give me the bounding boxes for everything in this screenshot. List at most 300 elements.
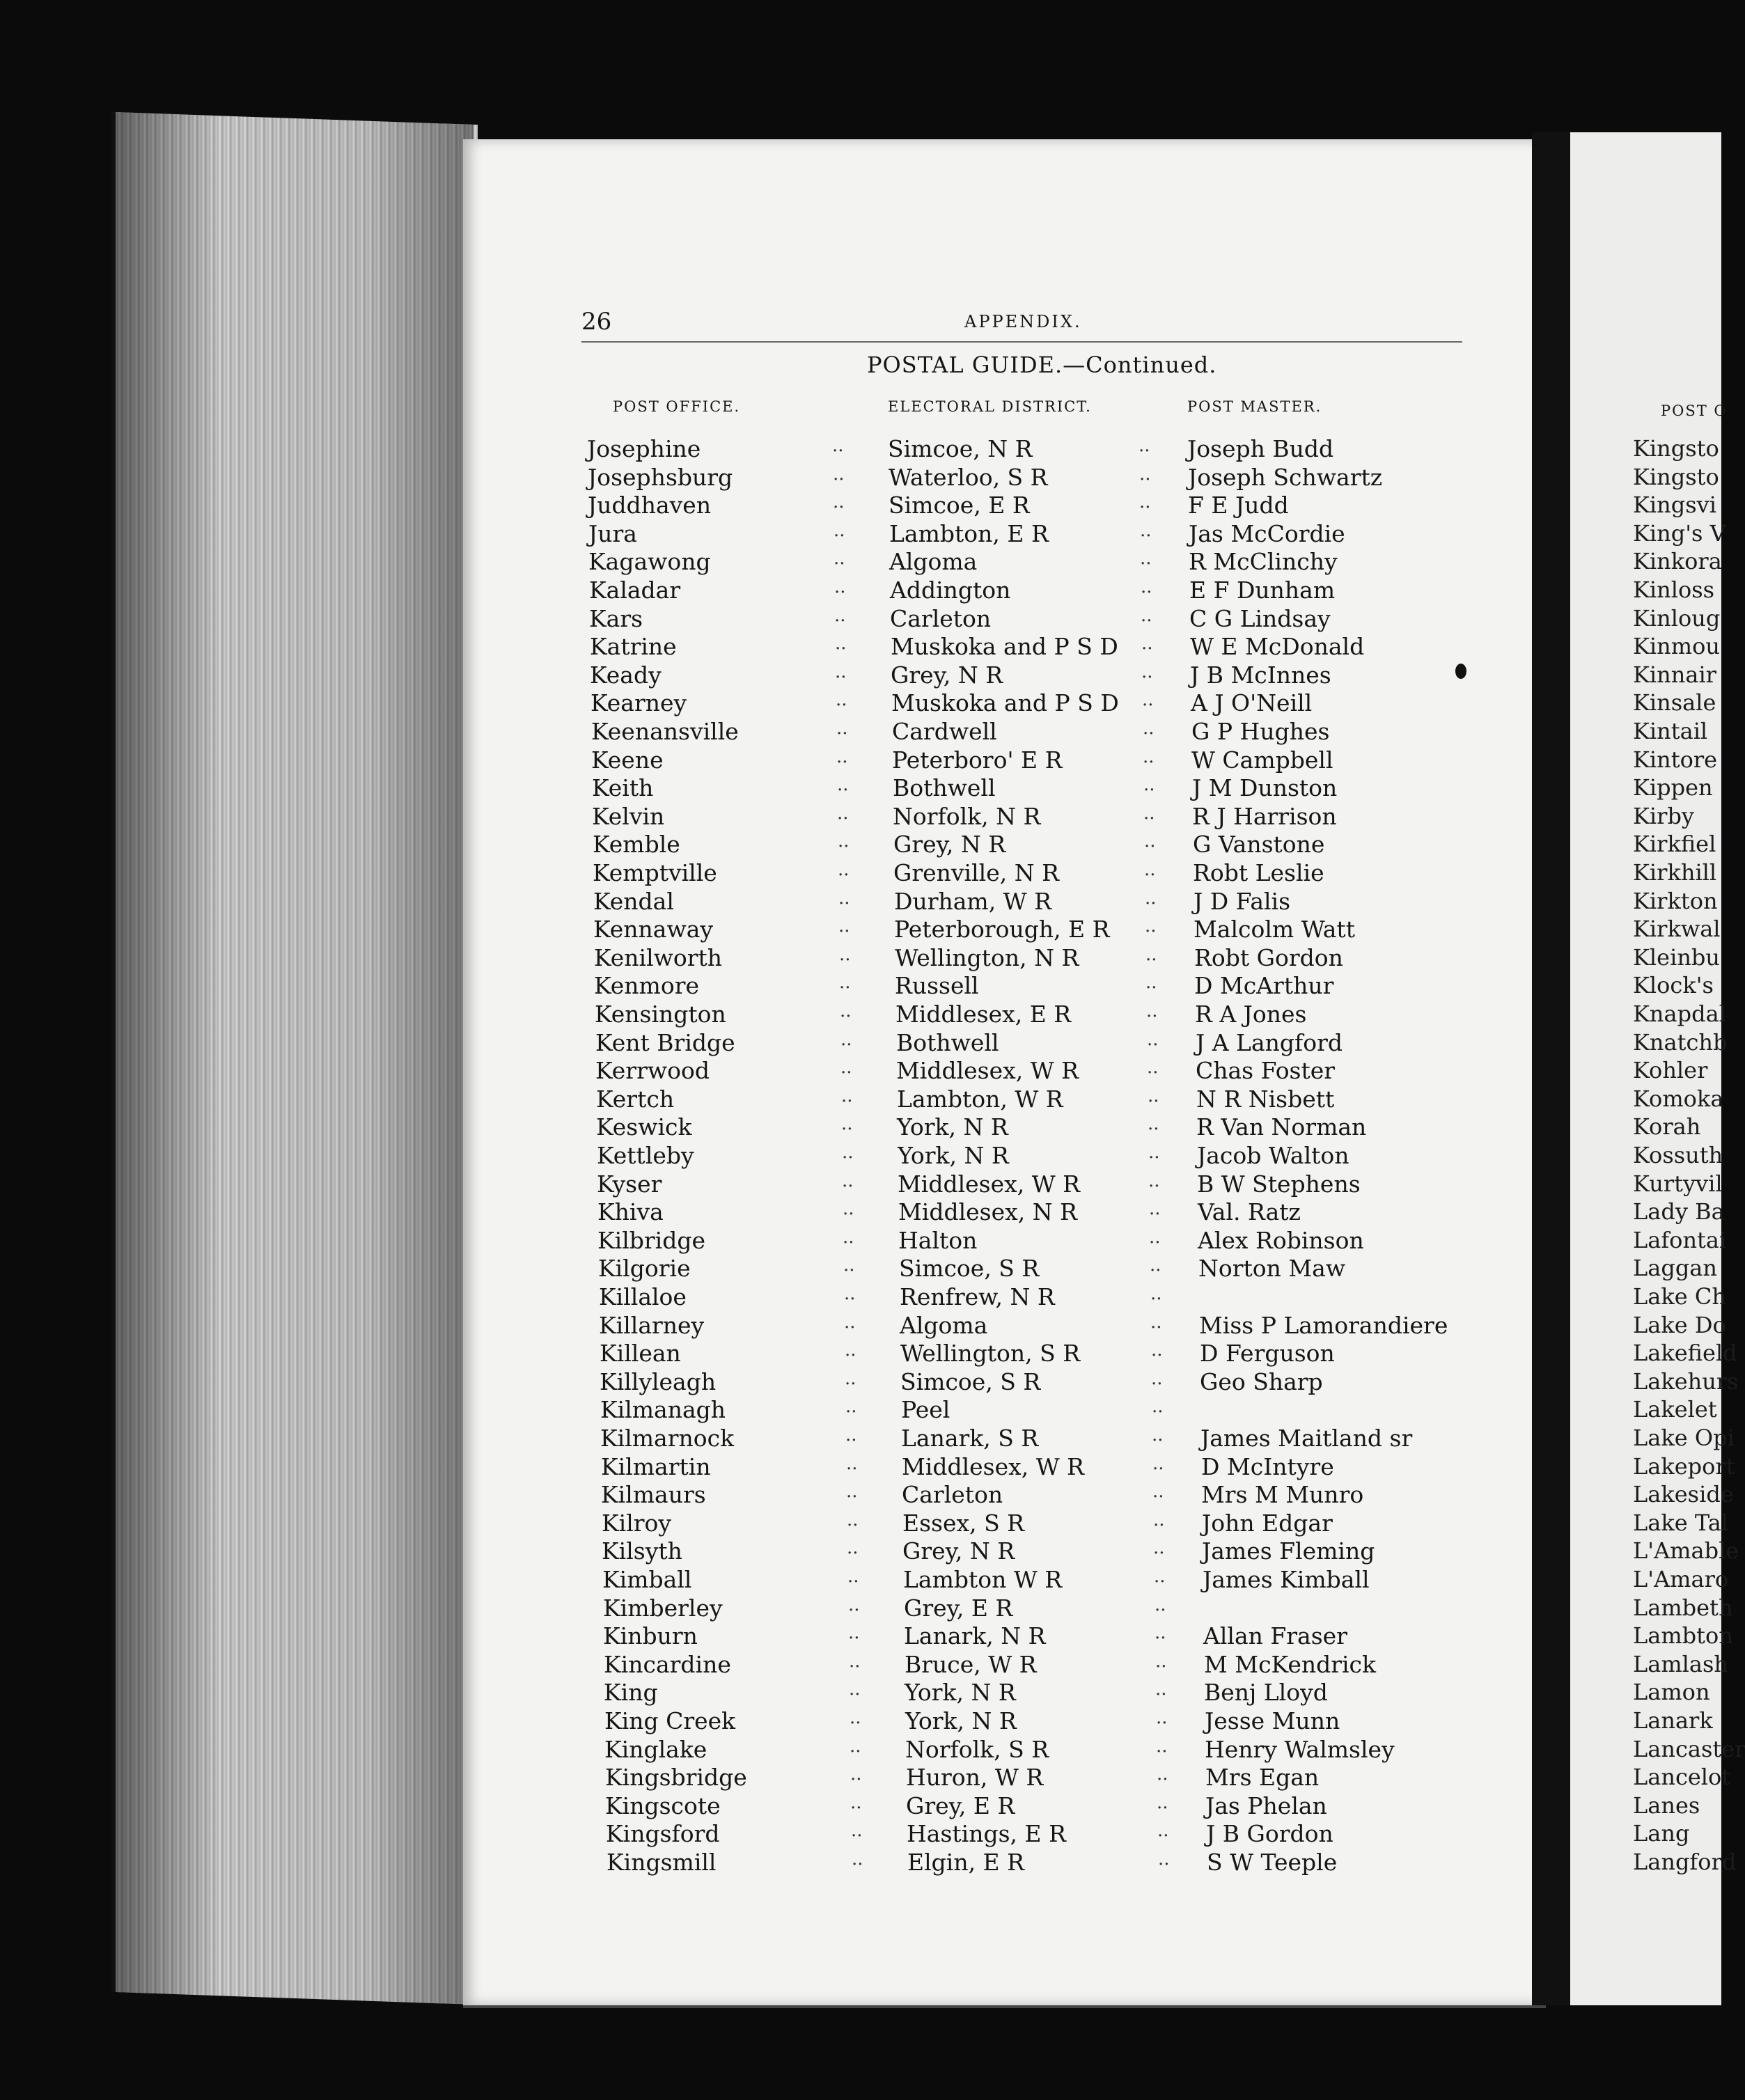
electoral-district: York, N R (905, 1707, 1017, 1734)
facing-page-entry: Kinloug (1633, 605, 1721, 632)
electoral-district: Wellington, N R (895, 944, 1079, 971)
facing-page-entry: Kurtyvil (1633, 1170, 1723, 1197)
post-office-name: Keenansville (591, 718, 739, 745)
electoral-district: Lambton, E R (889, 520, 1049, 547)
post-office-name: Kenilworth (594, 944, 723, 971)
post-office-name: Kyser (597, 1170, 662, 1198)
post-master-name: Val. Ratz (1198, 1198, 1301, 1225)
post-office-name: Kensington (595, 1001, 726, 1028)
post-office-name: Kars (589, 605, 643, 632)
column-header-post-office: POST OFFICE. (613, 398, 741, 415)
leader-dots: .. (1141, 577, 1152, 597)
electoral-district: Addington (890, 577, 1011, 604)
electoral-district: Middlesex, E R (895, 1001, 1072, 1028)
facing-page-entry: Lancaster (1633, 1736, 1745, 1762)
post-master-name: W E McDonald (1190, 633, 1365, 660)
post-master-name: W Campbell (1191, 746, 1333, 774)
facing-page-entry: Lakefield (1633, 1340, 1737, 1366)
post-master-name: M McKendrick (1204, 1651, 1377, 1678)
electoral-district: York, N R (905, 1679, 1016, 1706)
leader-dots: .. (840, 1001, 852, 1021)
leader-dots: .. (1148, 1086, 1159, 1106)
electoral-district: Huron, W R (906, 1764, 1044, 1791)
leader-dots: .. (1152, 1453, 1164, 1474)
leader-dots: .. (1156, 1707, 1168, 1728)
post-office-name: Kemptville (593, 859, 717, 886)
leader-dots: .. (842, 1142, 854, 1163)
leader-dots: .. (837, 774, 849, 795)
facing-page-entry: Kirkton (1633, 888, 1718, 914)
post-office-name: Kinglake (604, 1736, 707, 1763)
facing-page-entry: Kohler (1633, 1057, 1708, 1083)
post-master-name: J D Falis (1194, 888, 1291, 915)
electoral-district: Russell (895, 972, 979, 999)
leader-dots: .. (1151, 1340, 1163, 1361)
post-master-name: J M Dunston (1192, 774, 1338, 801)
leader-dots: .. (837, 803, 849, 824)
facing-page-entry: Kingsto (1633, 435, 1719, 462)
electoral-district: Bruce, W R (905, 1651, 1037, 1678)
facing-page-entry: Kintore (1633, 746, 1718, 773)
post-office-name: Josephine (587, 435, 701, 462)
leader-dots: .. (1148, 1113, 1159, 1134)
leader-dots: .. (850, 1736, 861, 1757)
section-title: POSTAL GUIDE.—Continued. (867, 352, 1217, 378)
post-master-name: D McArthur (1194, 972, 1334, 999)
post-master-name: R Van Norman (1196, 1113, 1367, 1141)
leader-dots: .. (841, 1113, 853, 1134)
leader-dots: .. (1143, 746, 1155, 767)
electoral-district: Grey, E R (906, 1792, 1015, 1819)
post-master-name: G Vanstone (1193, 831, 1325, 858)
leader-dots: .. (1140, 520, 1152, 541)
post-office-name: Kennaway (593, 916, 714, 943)
electoral-district: Middlesex, W R (902, 1453, 1084, 1480)
facing-page-entry: Kintail (1633, 718, 1708, 744)
post-office-name: Kilmanagh (600, 1396, 726, 1423)
post-office-name: Kilroy (602, 1510, 672, 1537)
post-office-name: Kimberley (603, 1594, 723, 1622)
post-office-name: Kearney (590, 689, 687, 716)
leader-dots: .. (1147, 1057, 1159, 1078)
facing-page-entry: Kleinbu (1633, 944, 1721, 971)
post-office-name: King (604, 1679, 658, 1706)
facing-page-entry: L'Amable (1633, 1537, 1739, 1564)
electoral-district: Grenville, N R (893, 859, 1059, 886)
leader-dots: .. (1150, 1312, 1162, 1333)
leader-dots: .. (1147, 1029, 1159, 1050)
post-office-name: Killean (600, 1340, 681, 1367)
electoral-district: Carleton (890, 605, 992, 632)
post-master-name: Robt Leslie (1193, 859, 1324, 886)
electoral-district: Middlesex, W R (896, 1057, 1079, 1084)
post-office-name: Kilsyth (602, 1537, 682, 1565)
post-master-name: Mrs M Munro (1201, 1481, 1364, 1508)
electoral-district: Peterboro' E R (892, 746, 1063, 774)
leader-dots: .. (843, 1198, 854, 1219)
post-master-name: Geo Sharp (1200, 1368, 1323, 1395)
electoral-district: Simcoe, S R (900, 1368, 1041, 1395)
electoral-district: Lambton W R (903, 1566, 1063, 1593)
leader-dots: .. (850, 1792, 862, 1813)
post-office-name: Kilmaurs (601, 1481, 706, 1508)
leader-dots: .. (1138, 435, 1150, 456)
leader-dots: .. (843, 1227, 854, 1248)
leader-dots: .. (1145, 916, 1157, 937)
electoral-district: Elgin, E R (907, 1849, 1024, 1876)
leader-dots: .. (836, 689, 847, 710)
leader-dots: .. (833, 464, 845, 485)
leader-dots: .. (1156, 1736, 1168, 1757)
post-master-name: Joseph Schwartz (1188, 464, 1383, 491)
leader-dots: .. (1139, 464, 1151, 485)
leader-dots: .. (847, 1510, 859, 1530)
leader-dots: .. (840, 1057, 852, 1078)
post-master-name: Henry Walmsley (1205, 1736, 1395, 1763)
ink-blot (1455, 664, 1466, 679)
leader-dots: .. (1140, 548, 1152, 569)
leader-dots: .. (1143, 774, 1155, 795)
post-office-name: Kerrwood (595, 1057, 710, 1084)
leader-dots: .. (1157, 1764, 1168, 1785)
electoral-district: Grey, E R (904, 1594, 1013, 1622)
leader-dots: .. (1144, 859, 1156, 880)
post-office-name: Kilmartin (601, 1453, 711, 1480)
post-office-name: Kendal (593, 888, 674, 915)
leader-dots: .. (844, 1283, 856, 1304)
post-office-name: Kagawong (588, 548, 711, 575)
facing-page-entry: Knapdal (1633, 1001, 1726, 1027)
post-master-name: James Maitland sr (1200, 1425, 1413, 1452)
leader-dots: .. (840, 1029, 852, 1050)
post-master-name: Jas McCordie (1189, 520, 1345, 547)
leader-dots: .. (849, 1651, 861, 1672)
facing-page-entry: Korah (1633, 1113, 1701, 1140)
post-master-name: James Kimball (1203, 1566, 1370, 1593)
leader-dots: .. (845, 1368, 856, 1389)
leader-dots: .. (1150, 1283, 1162, 1304)
post-master-name: Malcolm Watt (1194, 916, 1355, 943)
post-master-name: James Fleming (1202, 1537, 1375, 1565)
electoral-district: Algoma (889, 548, 978, 575)
post-office-name: Kingsmill (607, 1849, 717, 1876)
leader-dots: .. (1152, 1396, 1164, 1417)
leader-dots: .. (1142, 689, 1154, 710)
leader-dots: .. (1149, 1198, 1161, 1219)
leader-dots: .. (1141, 661, 1153, 682)
facing-page-entry: Laggan (1633, 1255, 1717, 1281)
leader-dots: .. (1143, 803, 1155, 824)
electoral-district: Grey, N R (893, 831, 1006, 858)
facing-page-entry: Lake Opi (1633, 1425, 1735, 1451)
post-master-name: Benj Lloyd (1204, 1679, 1328, 1706)
post-master-name: J B Gordon (1206, 1820, 1333, 1847)
leader-dots: .. (1157, 1792, 1168, 1813)
post-office-name: Kaladar (589, 577, 681, 604)
post-office-name: Kenmore (594, 972, 700, 999)
post-office-name: Keady (590, 661, 662, 689)
electoral-district: Middlesex, W R (898, 1170, 1080, 1198)
post-master-name: B W Stephens (1197, 1170, 1361, 1198)
post-master-name: D McIntyre (1201, 1453, 1334, 1480)
leader-dots: .. (847, 1566, 859, 1587)
leader-dots: .. (838, 888, 850, 909)
post-office-name: Keswick (596, 1113, 692, 1141)
facing-page-entry: Lambeth (1633, 1594, 1733, 1621)
facing-page-entry: Lambton (1633, 1622, 1733, 1649)
facing-page-entry: Komoka (1633, 1086, 1724, 1112)
facing-page-entry: Lakehurs (1633, 1368, 1739, 1395)
leader-dots: .. (843, 1255, 855, 1276)
post-master-name: E F Dunham (1189, 577, 1336, 604)
post-office-name: Katrine (590, 633, 677, 660)
post-master-name: R J Harrison (1192, 803, 1337, 830)
leader-dots: .. (845, 1340, 856, 1361)
facing-page-entry: Lamon (1633, 1679, 1710, 1705)
post-office-name: Kertch (596, 1086, 675, 1113)
electoral-district: Algoma (900, 1312, 988, 1339)
electoral-district: York, N R (898, 1142, 1009, 1169)
electoral-district: Waterloo, S R (889, 464, 1048, 491)
electoral-district: Renfrew, N R (900, 1283, 1055, 1310)
electoral-district: Carleton (902, 1481, 1003, 1508)
facing-page-entry: Kinmou (1633, 633, 1720, 659)
facing-page-entry: Kossuth (1633, 1142, 1723, 1168)
facing-page-entry: Lanes (1633, 1792, 1700, 1819)
leader-dots: .. (1155, 1622, 1166, 1643)
page-bottom-edge (463, 2005, 1546, 2008)
leader-dots: .. (845, 1425, 857, 1445)
post-office-name: Kingsford (606, 1820, 720, 1847)
facing-page-entry: L'Amaro (1633, 1566, 1729, 1592)
facing-page-entry: Kirkwal (1633, 916, 1721, 942)
post-master-name: Miss P Lamorandiere (1199, 1312, 1448, 1339)
post-office-name: Jura (588, 520, 637, 547)
leader-dots: .. (835, 661, 847, 682)
leader-dots: .. (839, 944, 851, 965)
facing-page-entry: King's V (1633, 520, 1726, 547)
post-office-name: Kincardine (604, 1651, 731, 1678)
electoral-district: Lanark, N R (904, 1622, 1046, 1650)
leader-dots: .. (849, 1679, 861, 1700)
electoral-district: Grey, N R (891, 661, 1003, 689)
post-office-name: Killarney (599, 1312, 705, 1339)
book-edge-shadow (111, 112, 474, 2005)
facing-page-entry: Kinnair (1633, 661, 1716, 688)
electoral-district: Hastings, E R (907, 1820, 1066, 1847)
leader-dots: .. (1152, 1425, 1164, 1445)
leader-dots: .. (1151, 1368, 1163, 1389)
leader-dots: .. (1141, 605, 1152, 626)
facing-page-entry: Lakeside (1633, 1481, 1734, 1507)
post-master-name: Mrs Egan (1205, 1764, 1320, 1791)
facing-page-entry: Lanark (1633, 1707, 1713, 1734)
electoral-district: Essex, S R (902, 1510, 1025, 1537)
electoral-district: Grey, N R (902, 1537, 1015, 1565)
facing-page-entry: Kirby (1633, 803, 1694, 829)
leader-dots: .. (1145, 972, 1157, 993)
post-master-name: Joseph Budd (1187, 435, 1334, 462)
post-master-name: Jesse Munn (1205, 1707, 1340, 1734)
leader-dots: .. (834, 520, 845, 541)
leader-dots: .. (1149, 1227, 1161, 1248)
leader-dots: .. (839, 972, 851, 993)
facing-page-entry: Lake Ch (1633, 1283, 1726, 1310)
post-office-name: Khiva (597, 1198, 664, 1225)
post-master-name: R A Jones (1195, 1001, 1307, 1028)
facing-page-entry: Kinkora (1633, 548, 1722, 574)
facing-page-entry: Kinsale (1633, 689, 1716, 716)
leader-dots: .. (838, 859, 850, 880)
post-office-name: Kent Bridge (595, 1029, 735, 1056)
electoral-district: Bothwell (893, 774, 996, 801)
post-master-name: Chas Foster (1196, 1057, 1336, 1084)
facing-page-entry: Lakeport (1633, 1453, 1735, 1480)
post-office-name: Juddhaven (588, 492, 712, 519)
facing-page-entry: Kirkfiel (1633, 831, 1716, 857)
leader-dots: .. (1155, 1679, 1167, 1700)
post-office-name: Keene (591, 746, 664, 774)
leader-dots: .. (832, 435, 844, 456)
electoral-district: Durham, W R (894, 888, 1051, 915)
leader-dots: .. (844, 1312, 856, 1333)
header-rule (581, 341, 1462, 343)
leader-dots: .. (1141, 633, 1153, 654)
electoral-district: Cardwell (892, 718, 997, 745)
post-master-name: Robt Gordon (1194, 944, 1343, 971)
facing-page-entry: Lafontai (1633, 1227, 1727, 1253)
post-office-name: Keith (592, 774, 654, 801)
post-master-name: Allan Fraser (1203, 1622, 1347, 1650)
leader-dots: .. (838, 916, 850, 937)
post-office-name: Kingsbridge (605, 1764, 747, 1791)
electoral-district: Muskoka and P S D (891, 689, 1119, 716)
electoral-district: Norfolk, N R (893, 803, 1041, 830)
facing-page-entry: Lake Do (1633, 1312, 1726, 1338)
leader-dots: .. (1153, 1510, 1165, 1530)
electoral-district: Simcoe, E R (889, 492, 1030, 519)
post-master-name: C G Lindsay (1189, 605, 1331, 632)
electoral-district: York, N R (897, 1113, 1008, 1141)
post-office-name: Kilmarnock (600, 1425, 735, 1452)
facing-page-entry: Knatchb (1633, 1029, 1728, 1056)
leader-dots: .. (1146, 1001, 1158, 1021)
leader-dots: .. (846, 1453, 858, 1474)
facing-page-entry: Kingsto (1633, 464, 1719, 490)
leader-dots: .. (836, 718, 848, 739)
leader-dots: .. (834, 577, 846, 597)
running-head: APPENDIX. (964, 312, 1082, 331)
facing-page-entry: Kinloss (1633, 577, 1715, 603)
post-office-name: Josephsburg (588, 464, 733, 491)
leader-dots: .. (1139, 492, 1151, 512)
facing-page-entry: Langford (1633, 1849, 1737, 1875)
leader-dots: .. (841, 1086, 853, 1106)
leader-dots: .. (851, 1820, 863, 1841)
post-office-name: Killyleagh (600, 1368, 717, 1395)
facing-page-entry: Lamlash (1633, 1651, 1729, 1677)
post-master-name: J B McInnes (1190, 661, 1331, 689)
post-master-name: F E Judd (1188, 492, 1289, 519)
post-master-name: D Ferguson (1200, 1340, 1335, 1367)
post-office-name: Kimball (602, 1566, 692, 1593)
leader-dots: .. (846, 1481, 858, 1502)
electoral-district: Simcoe, S R (899, 1255, 1040, 1282)
leader-dots: .. (838, 831, 850, 852)
post-office-name: Kelvin (592, 803, 665, 830)
book-gutter (1532, 132, 1574, 2005)
leader-dots: .. (1157, 1820, 1169, 1841)
electoral-district: Halton (898, 1227, 978, 1254)
leader-dots: .. (833, 492, 845, 512)
electoral-district: Wellington, S R (900, 1340, 1081, 1367)
facing-page-column-header: POST O (1661, 402, 1728, 419)
leader-dots: .. (842, 1170, 854, 1191)
post-office-name: Kettleby (597, 1142, 694, 1169)
leader-dots: .. (845, 1396, 857, 1417)
leader-dots: .. (834, 548, 845, 569)
electoral-district: Bothwell (896, 1029, 999, 1056)
leader-dots: .. (1143, 718, 1155, 739)
column-header-post-master: POST MASTER. (1187, 398, 1322, 415)
facing-page-entry: Lancelot (1633, 1764, 1731, 1790)
leader-dots: .. (1154, 1566, 1166, 1587)
post-office-name: Killaloe (599, 1283, 687, 1310)
electoral-district: Peterborough, E R (894, 916, 1110, 943)
leader-dots: .. (1152, 1481, 1164, 1502)
post-master-name: John Edgar (1202, 1510, 1333, 1537)
post-office-name: Kilbridge (597, 1227, 705, 1254)
electoral-district: Middlesex, N R (898, 1198, 1077, 1225)
facing-page-entry: Lake Tal (1633, 1510, 1728, 1536)
post-office-name: Kilgorie (598, 1255, 691, 1282)
leader-dots: .. (1155, 1594, 1166, 1615)
post-master-name: Jacob Walton (1197, 1142, 1349, 1169)
leader-dots: .. (848, 1594, 860, 1615)
leader-dots: .. (836, 746, 848, 767)
post-office-name: Kemble (593, 831, 680, 858)
post-master-name: A J O'Neill (1191, 689, 1313, 716)
electoral-district: Lanark, S R (901, 1425, 1039, 1452)
electoral-district: Muskoka and P S D (891, 633, 1118, 660)
post-master-name: Alex Robinson (1198, 1227, 1364, 1254)
leader-dots: .. (847, 1537, 859, 1558)
electoral-district: Simcoe, N R (888, 435, 1033, 462)
leader-dots: .. (1148, 1142, 1160, 1163)
column-header-electoral-district: ELECTORAL DISTRICT. (888, 398, 1092, 415)
facing-page-entry: Lang (1633, 1820, 1690, 1847)
leader-dots: .. (852, 1849, 863, 1870)
facing-page-entry: Kingsvi (1633, 492, 1716, 518)
leader-dots: .. (1144, 831, 1156, 852)
leader-dots: .. (1155, 1651, 1167, 1672)
post-master-name: N R Nisbett (1196, 1086, 1335, 1113)
leader-dots: .. (1148, 1170, 1160, 1191)
post-master-name: Norton Maw (1198, 1255, 1346, 1282)
leader-dots: .. (1145, 944, 1157, 965)
page-number: 26 (581, 308, 612, 336)
post-master-name: Jas Phelan (1205, 1792, 1327, 1819)
facing-page-entry: Kippen (1633, 774, 1713, 801)
post-office-name: Kingscote (605, 1792, 721, 1819)
leader-dots: .. (850, 1707, 861, 1728)
leader-dots: .. (848, 1622, 860, 1643)
leader-dots: .. (835, 633, 847, 654)
facing-page-entry: Lakelet (1633, 1396, 1717, 1423)
leader-dots: .. (834, 605, 846, 626)
post-master-name: G P Hughes (1191, 718, 1330, 745)
facing-page-entry: Klock's (1633, 972, 1714, 998)
